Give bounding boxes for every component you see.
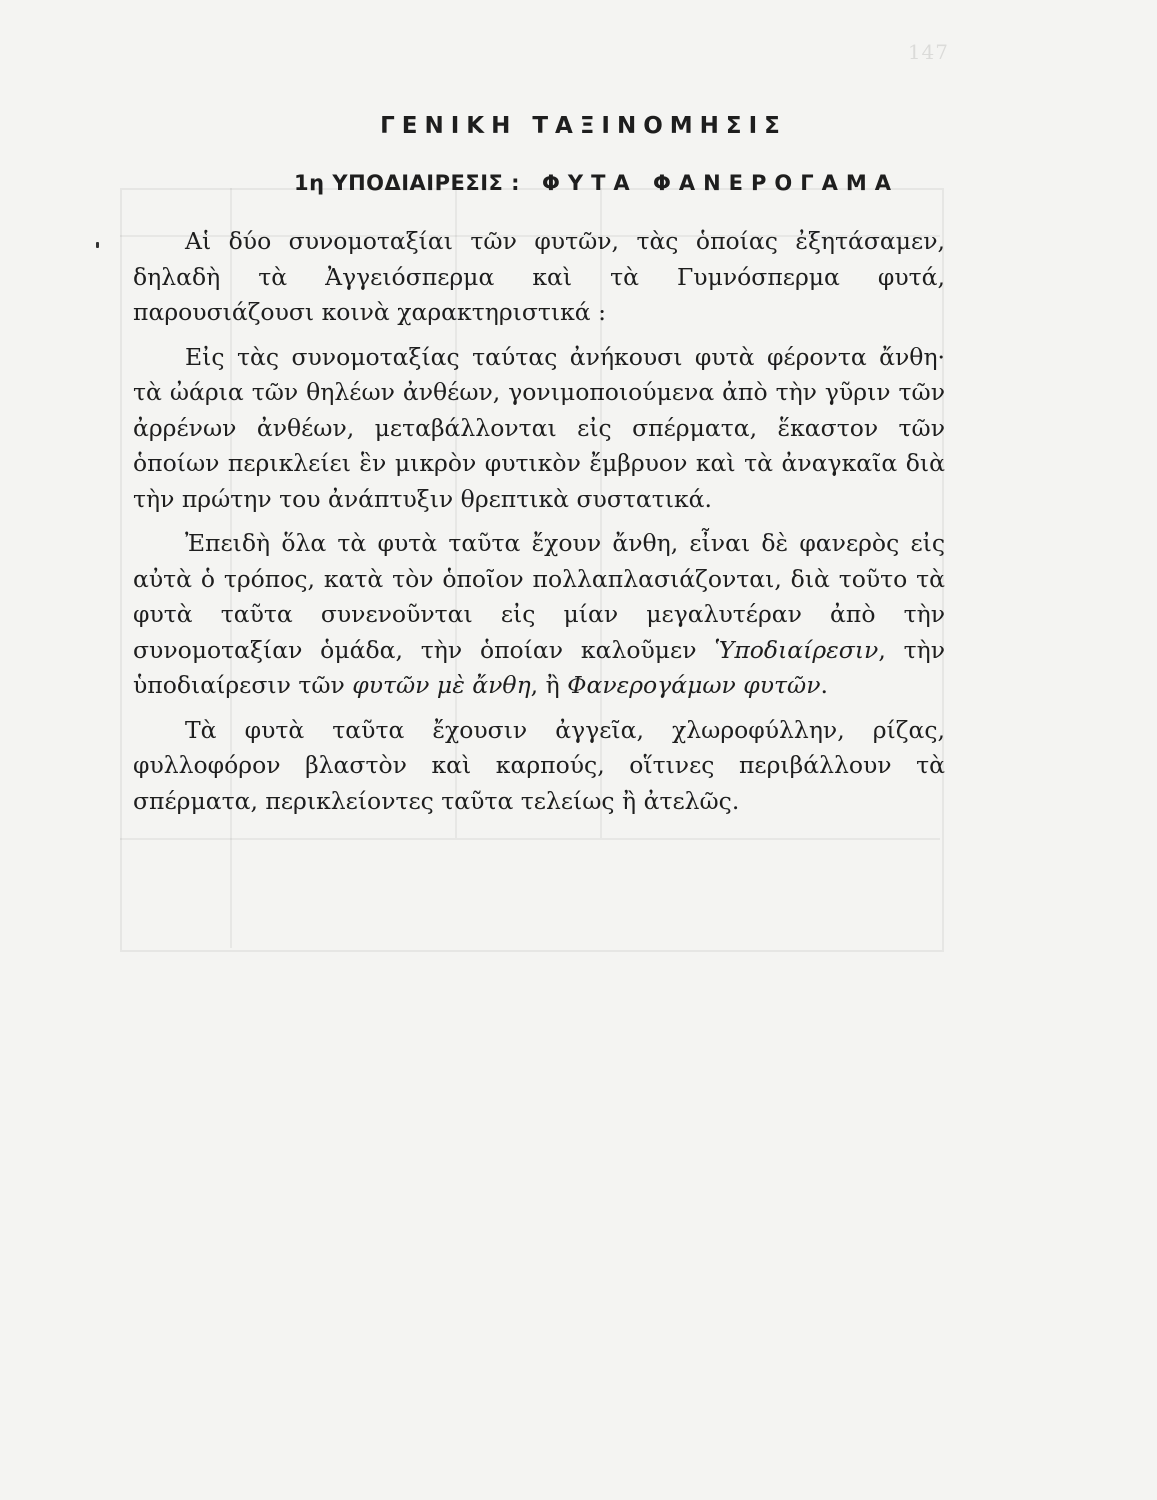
paragraph-3-part-c: , τὴν ὑποδιαίρεσιν τῶν — [133, 635, 945, 699]
page-title: ΓΕΝΙΚΗ ΤΑΞΙΝΟΜΗΣΙΣ — [380, 113, 787, 139]
paragraph-3-part-e: , ἢ — [530, 671, 560, 699]
paragraph-1: Αἱ δύο συνομοταξίαι τῶν φυτῶν, τὰς ὁποίας ἐξητάσαμεν, δηλαδὴ τὰ Ἀγγειόσπερμα καὶ τὰ Γυμνόσπερμα φυτά, παρουσιάζουσι κοινὰ χαρακτηριστικά : — [133, 227, 945, 326]
margin-mark — [96, 242, 99, 248]
paragraph-3-term-phanerogams: Φανερογάμων φυτῶν — [567, 671, 821, 699]
paragraph-2: Εἰς τὰς συνομοταξίας ταύτας ἀνήκουσι φυτὰ φέροντα ἄνθη· τὰ ὠάρια τῶν θηλέων ἀνθέων, γονιμοποιούμενα ἀπὸ τὴν γῦριν τῶν ἀρρένων ἀνθέων, μεταβάλλονται εἰς σπέρματα, ἕκαστον τῶν ὁποίων περικλείει ἓν μικρὸν φυτικὸν ἔμβρυον καὶ τὰ ἀναγκαῖα διὰ τὴν πρώτην του ἀνάπτυξιν θρεπτικὰ συστατικά. — [133, 342, 945, 513]
paragraph-3-part-a: Ἐπειδὴ ὅλα τὰ φυτὰ ταῦτα ἔχουν ἄνθη, εἶναι δὲ φανερὸς εἰς αὐτὰ ὁ τρόπος, κατὰ τὸν ὁποῖον πολλαπλασιάζονται, διὰ τοῦτο τὰ φυτὰ ταῦτα συνενοῦνται εἰς μίαν μεγαλυτέραν ἀπὸ τὴν συνομοταξίαν ὁμάδα, τὴν ὁποίαν καλοῦμεν — [133, 529, 945, 664]
paragraph-3-term-subdivision: Ὑποδιαίρεσιν — [714, 635, 879, 664]
bleed-through-rule — [120, 838, 940, 840]
body-text — [133, 224, 945, 819]
subtitle-prefix: 1η ΥΠΟΔΙΑΙΡΕΣΙΣ : — [293, 171, 521, 195]
subtitle-main: ΦΥΤΑ ΦΑΝΕΡΟΓΑΜΑ — [542, 171, 900, 195]
paragraph-3 — [133, 526, 945, 704]
paragraph-3-term-flowering: φυτῶν μὲ ἄνθη — [352, 671, 531, 699]
section-subtitle — [0, 171, 1157, 195]
paragraph-4: Τὰ φυτὰ ταῦτα ἔχουσιν ἀγγεῖα, χλωροφύλλην, ρίζας, φυλλοφόρον βλαστὸν καὶ καρπούς, οἵτινες περιβάλλουν τὰ σπέρματα, περικλείοντες ταῦτα τελείως ἢ ἀτελῶς. — [133, 715, 945, 815]
page-number: 147 — [907, 40, 949, 64]
paragraph-3-part-g: . — [820, 671, 828, 699]
